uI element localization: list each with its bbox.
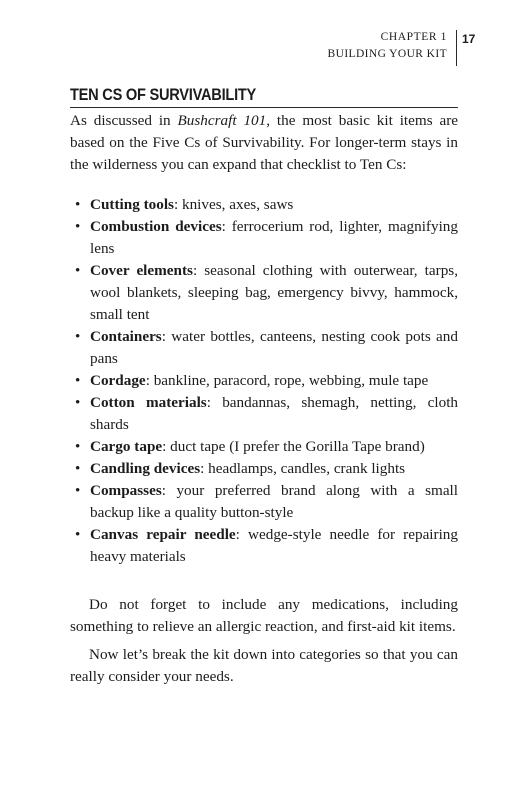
final-paragraph: Now let’s break the kit down into categories so that you can really consider your needs. [70, 646, 458, 685]
list-item-term: Cutting tools [90, 196, 174, 213]
book-title: Bushcraft 101 [177, 112, 267, 129]
list-item [70, 458, 458, 480]
list-item-description: : your preferred brand along with a small backup like a quality button-style [90, 482, 458, 521]
list-item [70, 392, 458, 436]
list-item [70, 326, 458, 370]
list-item-term: Canvas repair needle [90, 526, 236, 543]
list-item-description: : bankline, paracord, rope, webbing, mule tape [145, 372, 429, 389]
list-item-description: : wedge-style needle for repairing heavy materials [90, 526, 458, 565]
list-item-description: : duct tape (I prefer the Gorilla Tape brand) [162, 438, 425, 455]
bullet-icon: • [75, 262, 81, 279]
bullet-icon: • [75, 196, 81, 213]
list-item-term: Cargo tape [90, 438, 163, 455]
list-item [70, 216, 458, 260]
list-item [70, 524, 458, 568]
bullet-icon: • [75, 460, 81, 477]
list-item [70, 480, 458, 524]
list-item-term: Cotton materials [90, 394, 207, 411]
section-heading: TEN CS OF SURVIVABILITY [70, 86, 458, 108]
list-item-description: : knives, axes, saws [173, 196, 294, 213]
chapter-title: BUILDING YOUR KIT [327, 48, 447, 60]
bullet-icon: • [75, 328, 81, 345]
list-item-term: Cover elements [90, 262, 193, 279]
bullet-icon: • [75, 218, 81, 235]
list-item [70, 194, 458, 216]
bullet-icon: • [75, 438, 81, 455]
intro-text-end: , the most basic kit items are based on the Five Cs of Survivability. For longer-term stays in the wilderness you can expand that checklist to Ten Cs: [70, 112, 459, 173]
list-item-description: : headlamps, candles, crank lights [200, 460, 406, 477]
running-header [200, 30, 457, 66]
bullet-icon: • [75, 482, 81, 499]
closing-paragraph: Do not forget to include any medications, including something to relieve an allergic reaction, and first-aid kit items. [70, 596, 458, 635]
list-item-term: Candling devices [90, 460, 201, 477]
list-item-description: : bandannas, shemagh, netting, cloth shards [90, 394, 459, 433]
list-item-term: Containers [90, 328, 162, 345]
list-item [70, 370, 458, 392]
bullet-icon: • [75, 372, 81, 389]
chapter-number: CHAPTER 1 [380, 31, 447, 43]
page-number: 17 [462, 32, 476, 46]
intro-paragraph [70, 110, 458, 176]
bullet-icon: • [75, 526, 81, 543]
list-item-description: : water bottles, canteens, nesting cook pots and pans [90, 328, 458, 367]
intro-text-start: As discussed in [70, 112, 178, 129]
list-item-term: Compasses [90, 482, 162, 499]
ten-cs-list [70, 194, 458, 568]
list-item-description: : seasonal clothing with outerwear, tarps, wool blankets, sleeping bag, emergency bivvy, hammock, small tent [90, 262, 458, 323]
list-item-term: Combustion devices [90, 218, 222, 235]
list-item [70, 436, 458, 458]
bullet-icon: • [75, 394, 81, 411]
list-item [70, 260, 458, 326]
list-item-term: Cordage [90, 372, 146, 389]
page-body [70, 110, 458, 688]
list-item-description: : ferrocerium rod, lighter, magnifying lens [90, 218, 458, 257]
